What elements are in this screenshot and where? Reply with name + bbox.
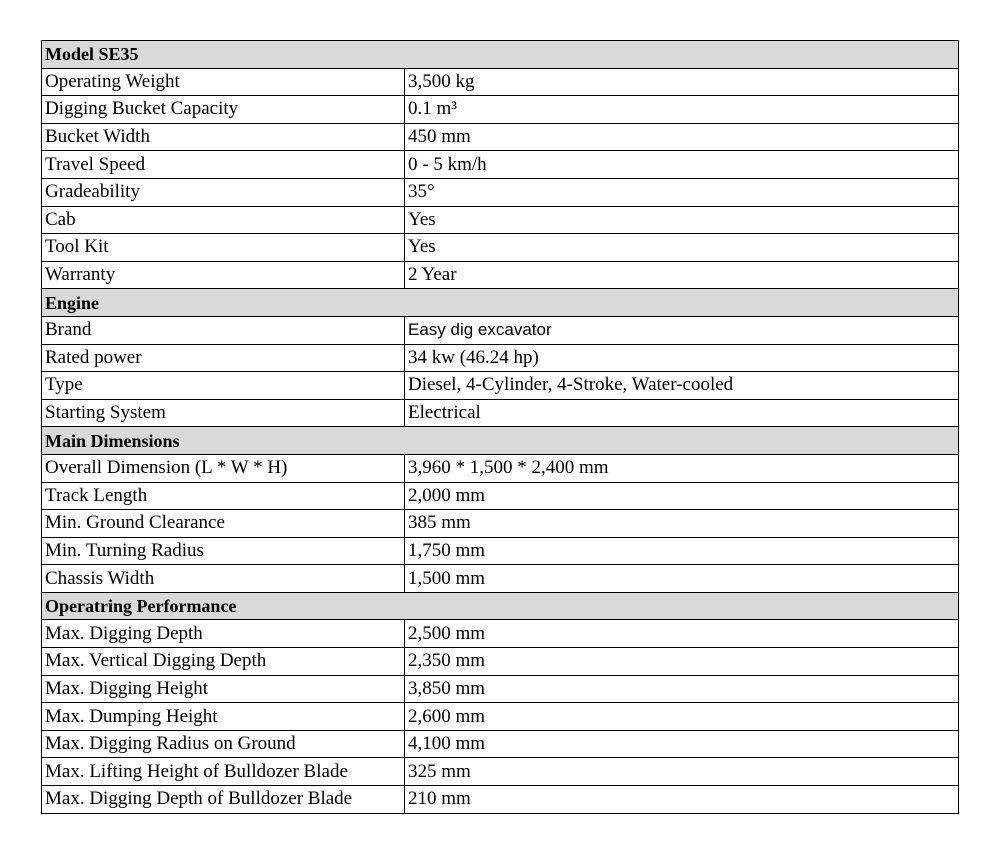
- spec-value: 3,850 mm: [405, 675, 959, 703]
- spec-label: Max. Digging Depth: [42, 620, 405, 648]
- spec-label: Tool Kit: [42, 234, 405, 262]
- spec-label: Overall Dimension (L * W * H): [42, 454, 405, 482]
- spec-table: [41, 40, 959, 814]
- table-row: [42, 399, 959, 427]
- table-row: [42, 316, 959, 344]
- spec-value: 4,100 mm: [405, 730, 959, 758]
- spec-value: 450 mm: [405, 123, 959, 151]
- spec-value: 0 - 5 km/h: [405, 151, 959, 179]
- spec-label: Max. Digging Depth of Bulldozer Blade: [42, 786, 405, 814]
- table-row: [42, 344, 959, 372]
- spec-value: 325 mm: [405, 758, 959, 786]
- section-header-performance: [42, 592, 959, 620]
- table-row: [42, 510, 959, 538]
- table-row: [42, 206, 959, 234]
- section-title: Operatring Performance: [42, 592, 959, 620]
- spec-value: 210 mm: [405, 786, 959, 814]
- table-row: [42, 454, 959, 482]
- table-row: [42, 730, 959, 758]
- spec-value: 0.1 m³: [405, 96, 959, 124]
- table-row: [42, 178, 959, 206]
- spec-value: 35°: [405, 178, 959, 206]
- spec-value: Electrical: [405, 399, 959, 427]
- spec-label: Type: [42, 372, 405, 400]
- spec-label: Min. Ground Clearance: [42, 510, 405, 538]
- table-row: [42, 537, 959, 565]
- spec-value: 2,000 mm: [405, 482, 959, 510]
- table-row: [42, 123, 959, 151]
- spec-value: 3,960 * 1,500 * 2,400 mm: [405, 454, 959, 482]
- section-header-main-dimensions: [42, 427, 959, 455]
- spec-value: 2 Year: [405, 261, 959, 289]
- spec-value: 2,600 mm: [405, 703, 959, 731]
- table-row: [42, 151, 959, 179]
- spec-label: Digging Bucket Capacity: [42, 96, 405, 124]
- table-row: [42, 620, 959, 648]
- spec-label: Rated power: [42, 344, 405, 372]
- spec-label: Brand: [42, 316, 405, 344]
- spec-value: Yes: [405, 234, 959, 262]
- section-header-engine: [42, 289, 959, 317]
- spec-value: 2,500 mm: [405, 620, 959, 648]
- spec-label: Starting System: [42, 399, 405, 427]
- spec-value: 2,350 mm: [405, 648, 959, 676]
- table-row: [42, 786, 959, 814]
- table-row: [42, 482, 959, 510]
- spec-label: Operating Weight: [42, 68, 405, 96]
- spec-value: 385 mm: [405, 510, 959, 538]
- spec-label: Min. Turning Radius: [42, 537, 405, 565]
- spec-label: Warranty: [42, 261, 405, 289]
- table-row: [42, 372, 959, 400]
- spec-label: Track Length: [42, 482, 405, 510]
- spec-value: Diesel, 4-Cylinder, 4-Stroke, Water-cooled: [405, 372, 959, 400]
- table-row: [42, 648, 959, 676]
- table-row: [42, 68, 959, 96]
- spec-label: Max. Digging Height: [42, 675, 405, 703]
- section-title: Model SE35: [42, 41, 959, 69]
- spec-label: Gradeability: [42, 178, 405, 206]
- table-row: [42, 234, 959, 262]
- spec-label: Travel Speed: [42, 151, 405, 179]
- spec-label: Max. Vertical Digging Depth: [42, 648, 405, 676]
- spec-value: 1,750 mm: [405, 537, 959, 565]
- spec-label: Max. Lifting Height of Bulldozer Blade: [42, 758, 405, 786]
- spec-value: 3,500 kg: [405, 68, 959, 96]
- spec-value: Yes: [405, 206, 959, 234]
- table-row: [42, 703, 959, 731]
- table-row: [42, 675, 959, 703]
- spec-label: Bucket Width: [42, 123, 405, 151]
- spec-label: Max. Dumping Height: [42, 703, 405, 731]
- table-row: [42, 758, 959, 786]
- spec-value: 1,500 mm: [405, 565, 959, 593]
- section-header-model: [42, 41, 959, 69]
- table-row: [42, 96, 959, 124]
- table-row: [42, 261, 959, 289]
- spec-value: Easy dig excavator: [405, 316, 959, 344]
- spec-label: Chassis Width: [42, 565, 405, 593]
- section-title: Main Dimensions: [42, 427, 959, 455]
- spec-label: Cab: [42, 206, 405, 234]
- spec-label: Max. Digging Radius on Ground: [42, 730, 405, 758]
- spec-value: 34 kw (46.24 hp): [405, 344, 959, 372]
- table-row: [42, 565, 959, 593]
- section-title: Engine: [42, 289, 959, 317]
